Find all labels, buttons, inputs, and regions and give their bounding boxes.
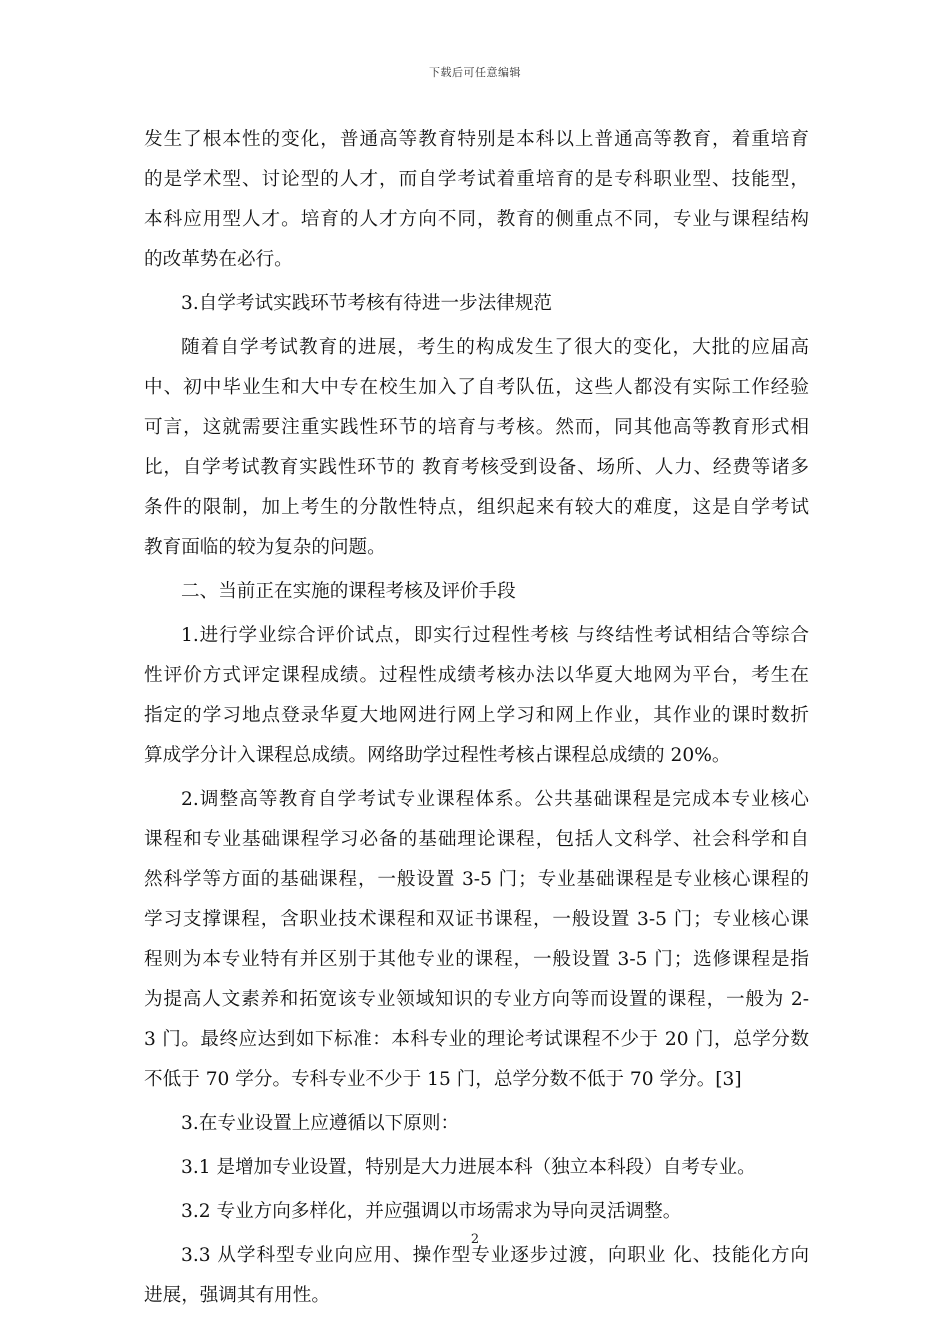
text-line: 本科应用型人才。培育的人才方向不同，教育的侧重点不同，专业与课程结构 (144, 209, 809, 230)
page-header: 下载后可任意编辑 (429, 66, 521, 79)
text-line: 不低于 70 学分。专科专业不少于 15 门，总学分数不低于 70 学分。[3] (144, 1069, 742, 1090)
text-line: 的是学术型、讨论型的人才，而自学考试着重培育的是专科职业型、技能型， (144, 169, 809, 190)
text-line: 进展，强调其有用性。 (144, 1285, 330, 1306)
text-line: 条件的限制，加上考生的分散性特点，组织起来有较大的难度，这是自学考试 (144, 497, 809, 518)
text-line: 的改革势在必行。 (144, 249, 293, 270)
text-line: 教育面临的较为复杂的问题。 (144, 537, 386, 558)
text-line: 算成学分计入课程总成绩。网络助学过程性考核占课程总成绩的 20%。 (144, 745, 731, 766)
text-line: 发生了根本性的变化，普通高等教育特别是本科以上普通高等教育，着重培育 (144, 129, 809, 150)
text-line: 比，自学考试教育实践性环节的 教育考核受到设备、场所、人力、经费等诸多 (144, 457, 809, 478)
text-line: 可言，这就需要注重实践性环节的培育与考核。然而，同其他高等教育形式相 (144, 417, 809, 438)
text-line: 指定的学习地点登录华夏大地网进行网上学习和网上作业，其作业的课时数折 (144, 705, 809, 726)
text-line: 课程和专业基础课程学习必备的基础理论课程，包括人文科学、社会科学和自 (144, 829, 809, 850)
text-line: 3.2 专业方向多样化，并应强调以市场需求为导向灵活调整。 (181, 1201, 682, 1222)
text-line: 性评价方式评定课程成绩。过程性成绩考核办法以华夏大地网为平台，考生在 (144, 665, 809, 686)
text-line: 3 门。最终应达到如下标准：本科专业的理论考试课程不少于 20 门，总学分数 (144, 1029, 809, 1050)
paragraph-gap (144, 1316, 809, 1320)
text-line: 为提高人文素养和拓宽该专业领域知识的专业方向等而设置的课程，一般为 2- (144, 989, 809, 1010)
text-line: 3.3 从学科型专业向应用、操作型专业逐步过渡，向职业 化、技能化方向 (181, 1245, 809, 1266)
body-text (144, 120, 809, 1320)
page-number: 2 (470, 1232, 480, 1247)
text-line: 中、初中毕业生和大中专在校生加入了自考队伍，这些人都没有实际工作经验 (144, 377, 809, 398)
text-line: 3.1 是增加专业设置，特别是大力进展本科（独立本科段）自考专业。 (181, 1157, 756, 1178)
text-line: 1.进行学业综合评价试点，即实行过程性考核 与终结性考试相结合等综合 (181, 625, 809, 646)
text-line: 程则为本专业特有并区别于其他专业的课程，一般设置 3-5 门；选修课程是指 (144, 949, 809, 970)
text-line: 随着自学考试教育的进展，考生的构成发生了很大的变化，大批的应届高 (181, 337, 809, 358)
text-line: 然科学等方面的基础课程，一般设置 3-5 门；专业基础课程是专业核心课程的 (144, 869, 809, 890)
text-line: 3.自学考试实践环节考核有待进一步法律规范 (181, 293, 553, 314)
text-line: 3.在专业设置上应遵循以下原则： (181, 1113, 460, 1134)
text-line: 二、当前正在实施的课程考核及评价手段 (181, 581, 516, 602)
text-line: 2.调整高等教育自学考试专业课程体系。公共基础课程是完成本专业核心 (181, 789, 809, 810)
text-line: 学习支撑课程，含职业技术课程和双证书课程，一般设置 3-5 门；专业核心课 (144, 909, 809, 930)
